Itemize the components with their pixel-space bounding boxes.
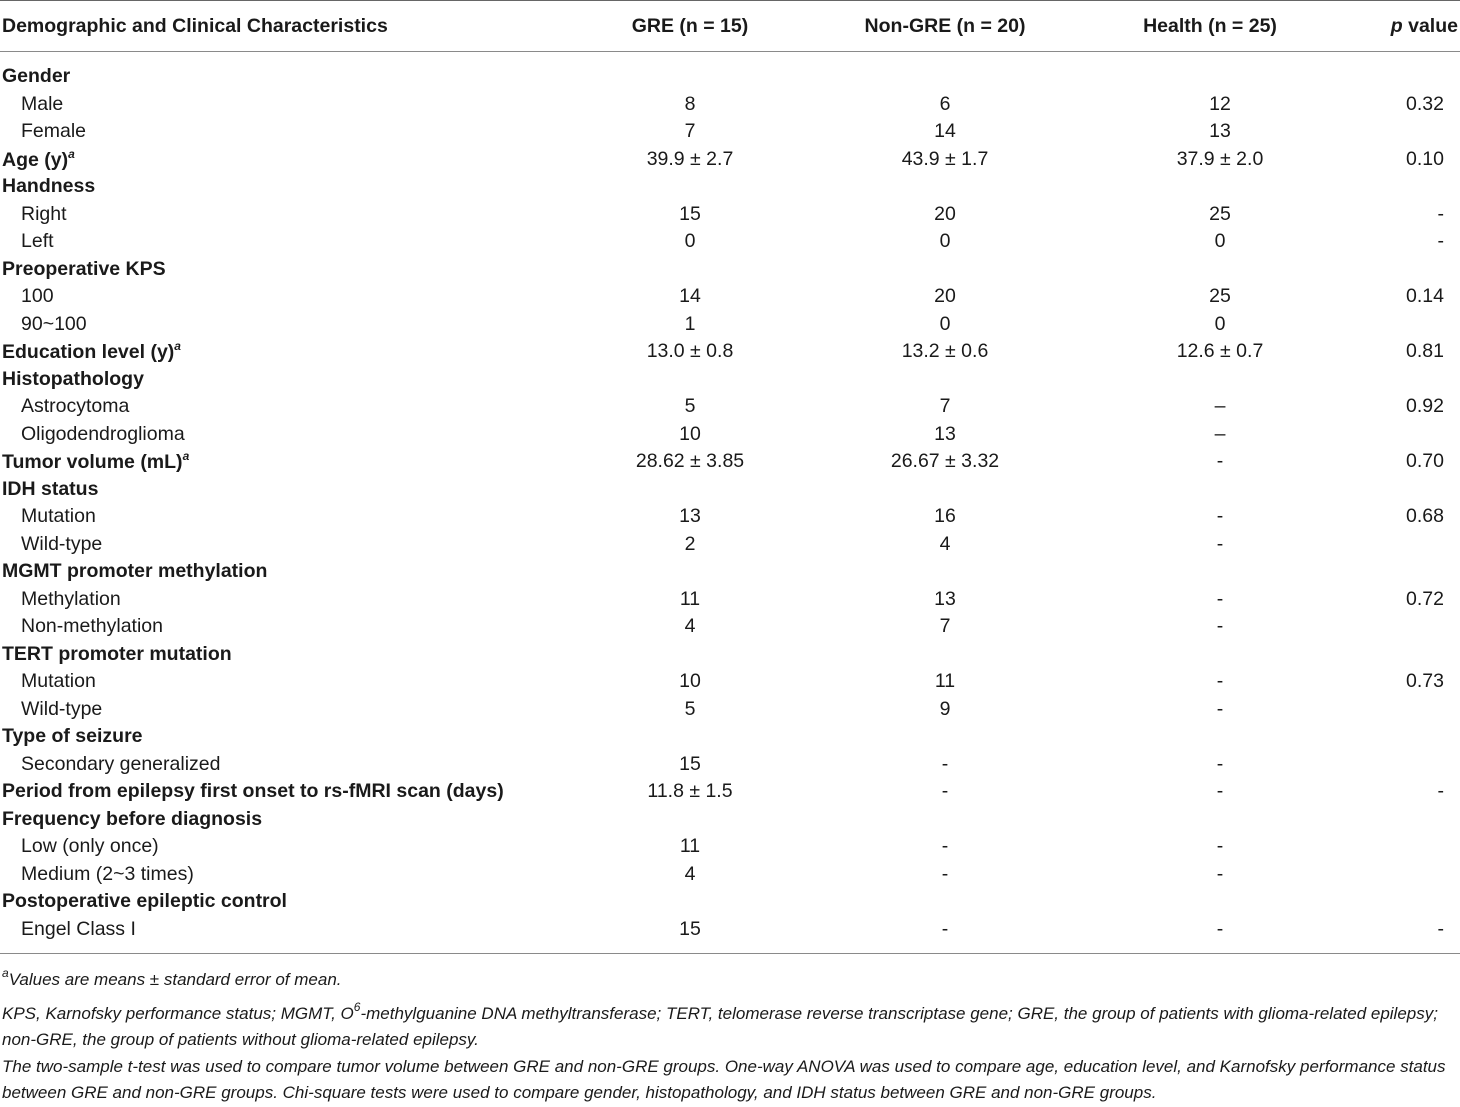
row-label-text: 90~100: [21, 312, 87, 335]
non-gre-cell: 14: [934, 120, 956, 143]
table-row: [0, 146, 1460, 174]
non-gre-cell: -: [941, 780, 949, 803]
table-row: [0, 861, 1460, 889]
table-row: [0, 613, 1460, 641]
non-gre-cell: 16: [934, 505, 956, 528]
non-gre-cell: 11: [934, 670, 956, 693]
footnote-abbrev-sup: 6: [353, 999, 361, 1014]
health-cell: 37.9 ± 2.0: [1176, 147, 1264, 170]
table-row: [0, 586, 1460, 614]
non-gre-cell: -: [941, 835, 949, 858]
health-cell: –: [1214, 422, 1226, 445]
row-label-text: Left: [21, 230, 54, 253]
gre-cell: 0: [684, 230, 696, 253]
group-label: [0, 147, 562, 172]
row-label-text: Period from epilepsy first onset to rs-fMRI scan (days): [2, 780, 504, 803]
table-row: [0, 63, 1460, 91]
p-value-cell: 0.92: [1406, 395, 1444, 418]
group-label: [0, 560, 562, 583]
gre-cell: 14: [679, 285, 701, 308]
non-gre-cell: -: [941, 917, 949, 940]
non-gre-cell: -: [941, 752, 949, 775]
row-label-text: Female: [21, 120, 87, 143]
row-label-text: Mutation: [21, 505, 96, 528]
footnote-marker: a: [68, 146, 75, 161]
sub-label: [0, 863, 581, 886]
non-gre-cell: 26.67 ± 3.32: [890, 450, 1000, 473]
table-row: [0, 421, 1460, 449]
header-p-value: [1350, 15, 1460, 38]
gre-cell: 15: [679, 752, 701, 775]
row-label-text: Male: [21, 92, 64, 115]
row-label-text: Engel Class I: [21, 917, 136, 940]
table-row: [0, 283, 1460, 311]
row-label-text: Oligodendroglioma: [21, 422, 185, 445]
group-label: [0, 368, 562, 391]
health-cell: -: [1216, 697, 1224, 720]
health-cell: 25: [1209, 202, 1231, 225]
header-non-gre: Non-GRE (n = 20): [864, 14, 1026, 37]
row-label-text: MGMT promoter methylation: [2, 560, 268, 583]
header-p-rest: value: [1402, 14, 1458, 37]
footnote-a-marker: a: [2, 966, 9, 980]
row-label-text: Type of seizure: [2, 725, 143, 748]
table-body: [0, 52, 1460, 953]
gre-cell: 8: [684, 92, 696, 115]
health-cell: -: [1216, 670, 1224, 693]
table-row: [0, 723, 1460, 751]
gre-cell: 15: [679, 917, 701, 940]
header-gre: GRE (n = 15): [631, 14, 749, 37]
row-label-text: Low (only once): [21, 835, 159, 858]
p-value-cell: -: [1437, 202, 1444, 225]
health-cell: -: [1216, 587, 1224, 610]
gre-cell: 5: [684, 697, 696, 720]
p-value-cell: 0.72: [1406, 587, 1444, 610]
row-label-text: Postoperative epileptic control: [2, 890, 287, 913]
table-row: [0, 888, 1460, 916]
health-cell: -: [1216, 862, 1224, 885]
gre-cell: 10: [679, 670, 701, 693]
health-cell: 0: [1214, 312, 1226, 335]
group-label: [0, 643, 562, 666]
group-label: [0, 258, 562, 281]
non-gre-cell: 7: [939, 615, 951, 638]
group-label: [0, 478, 562, 501]
gre-cell: 2: [684, 532, 696, 555]
table-header-row: [0, 1, 1460, 51]
health-cell: –: [1214, 395, 1226, 418]
table-row: [0, 503, 1460, 531]
row-label-text: Methylation: [21, 587, 121, 610]
gre-cell: 7: [684, 120, 696, 143]
sub-label: [0, 505, 581, 528]
row-label-text: Preoperative KPS: [2, 257, 166, 280]
table-footnotes: [0, 954, 1460, 1107]
table-row: [0, 338, 1460, 366]
gre-cell: 15: [679, 202, 701, 225]
table-row: [0, 751, 1460, 779]
non-gre-cell: 7: [939, 395, 951, 418]
row-label-text: 100: [21, 285, 54, 308]
p-value-cell: 0.68: [1406, 505, 1444, 528]
footnote-a: [2, 960, 1460, 994]
non-gre-cell: 20: [934, 285, 956, 308]
non-gre-cell: 0: [939, 312, 951, 335]
non-gre-cell: 9: [939, 697, 951, 720]
p-value-cell: 0.70: [1406, 450, 1444, 473]
p-value-cell: 0.14: [1406, 285, 1444, 308]
group-label: [0, 65, 562, 88]
table-row: [0, 393, 1460, 421]
health-cell: 12.6 ± 0.7: [1176, 340, 1264, 363]
gre-cell: 39.9 ± 2.7: [646, 147, 734, 170]
footnote-marker: a: [182, 449, 190, 464]
row-label-text: Wild-type: [21, 697, 103, 720]
table-row: [0, 806, 1460, 834]
sub-label: [0, 753, 581, 776]
gre-cell: 11: [679, 835, 701, 858]
health-cell: -: [1216, 780, 1224, 803]
sub-label: [0, 835, 581, 858]
table-row: [0, 833, 1460, 861]
table-row: [0, 778, 1460, 806]
non-gre-cell: 43.9 ± 1.7: [901, 147, 989, 170]
footnote-abbrev-part1: KPS, Karnofsky performance status; MGMT, O: [2, 1003, 354, 1023]
table-row: [0, 173, 1460, 201]
non-gre-cell: 13: [934, 422, 956, 445]
group-label: [0, 780, 562, 803]
health-cell: -: [1216, 505, 1224, 528]
p-value-cell: 0.10: [1406, 147, 1444, 170]
gre-cell: 1: [684, 312, 696, 335]
sub-label: [0, 230, 581, 253]
table-row: [0, 448, 1460, 476]
sub-label: [0, 313, 581, 336]
row-label-text: Education level (y): [2, 341, 175, 364]
footnote-a-text: Values are means ± standard error of mean.: [8, 970, 342, 989]
table-row: [0, 201, 1460, 229]
health-cell: 12: [1209, 92, 1231, 115]
table-row: [0, 668, 1460, 696]
sub-label: [0, 395, 581, 418]
table-row: [0, 118, 1460, 146]
row-label-text: Frequency before diagnosis: [2, 807, 263, 830]
non-gre-cell: 6: [939, 92, 951, 115]
health-cell: 25: [1209, 285, 1231, 308]
row-label-text: Non-methylation: [21, 615, 163, 638]
footnote-abbrev-part2: -methylguanine DNA methyltransferase; TERT, telomerase reverse transcriptase gene; GRE, the group of patients with glioma-related epilepsy; non-GRE, the group of patients without glioma-related epilepsy.: [2, 1003, 1438, 1049]
health-cell: -: [1216, 532, 1224, 555]
group-label: [0, 890, 562, 913]
table-row: [0, 256, 1460, 284]
group-label: [0, 339, 562, 364]
non-gre-cell: 4: [939, 532, 951, 555]
p-value-cell: 0.32: [1406, 92, 1444, 115]
sub-label: [0, 203, 581, 226]
header-health: Health (n = 25): [1143, 14, 1277, 37]
p-value-cell: -: [1437, 230, 1444, 253]
gre-cell: 13: [679, 505, 701, 528]
health-cell: -: [1216, 917, 1224, 940]
gre-cell: 4: [684, 615, 696, 638]
gre-cell: 11.8 ± 1.5: [647, 780, 733, 803]
health-cell: 0: [1214, 230, 1226, 253]
p-value-cell: -: [1437, 917, 1444, 940]
p-value-cell: -: [1437, 780, 1444, 803]
footnote-marker: a: [174, 339, 181, 354]
sub-label: [0, 423, 581, 446]
footnote-abbreviations: [2, 994, 1460, 1054]
table-row: [0, 311, 1460, 339]
row-label-text: Age (y): [2, 148, 69, 171]
table-row: [0, 531, 1460, 559]
sub-label: [0, 93, 581, 116]
table-row: [0, 366, 1460, 394]
row-label-text: Wild-type: [21, 532, 103, 555]
sub-label: [0, 918, 581, 941]
row-label-text: Astrocytoma: [21, 395, 130, 418]
row-label-text: Histopathology: [2, 367, 144, 390]
row-label-text: Mutation: [21, 670, 96, 693]
row-label-text: TERT promoter mutation: [2, 642, 232, 665]
sub-label: [0, 285, 581, 308]
gre-cell: 13.0 ± 0.8: [646, 340, 734, 363]
row-label-text: Handness: [2, 175, 96, 198]
group-label: [0, 725, 562, 748]
gre-cell: 5: [684, 395, 696, 418]
sub-label: [0, 670, 581, 693]
table-row: [0, 641, 1460, 669]
row-label-text: Secondary generalized: [21, 752, 221, 775]
row-label-text: Medium (2~3 times): [21, 862, 194, 885]
non-gre-cell: -: [941, 862, 949, 885]
health-cell: -: [1216, 752, 1224, 775]
table-row: [0, 228, 1460, 256]
health-cell: -: [1216, 615, 1224, 638]
sub-label: [0, 588, 581, 611]
gre-cell: 4: [684, 862, 696, 885]
table-row: [0, 91, 1460, 119]
table-row: [0, 558, 1460, 586]
group-label: [0, 175, 562, 198]
row-label-text: Right: [21, 202, 67, 225]
header-characteristics: Demographic and Clinical Characteristics: [2, 14, 388, 37]
header-p-italic: p: [1390, 14, 1403, 37]
row-label-text: Gender: [2, 65, 71, 88]
table-row: [0, 476, 1460, 504]
gre-cell: 11: [679, 587, 701, 610]
non-gre-cell: 0: [939, 230, 951, 253]
sub-label: [0, 615, 581, 638]
sub-label: [0, 698, 581, 721]
row-label-text: Tumor volume (mL): [2, 451, 183, 474]
gre-cell: 28.62 ± 3.85: [635, 450, 745, 473]
p-value-cell: 0.81: [1406, 340, 1444, 363]
non-gre-cell: 13: [934, 587, 956, 610]
non-gre-cell: 13.2 ± 0.6: [901, 340, 989, 363]
table-row: [0, 696, 1460, 724]
footnote-methods: The two-sample t-test was used to compare tumor volume between GRE and non-GRE groups. One-way ANOVA was used to compare age, education level, and Karnofsky performance status between GRE and non-GRE groups. Chi-square tests were used to compare gender, histopathology, and IDH status between GRE and non-GRE groups.: [2, 1056, 1446, 1102]
row-label-text: IDH status: [2, 477, 99, 500]
table-row: [0, 916, 1460, 944]
gre-cell: 10: [679, 422, 701, 445]
health-cell: -: [1216, 835, 1224, 858]
health-cell: 13: [1209, 120, 1231, 143]
health-cell: -: [1216, 450, 1224, 473]
group-label: [0, 808, 562, 831]
non-gre-cell: 20: [934, 202, 956, 225]
sub-label: [0, 120, 581, 143]
group-label: [0, 449, 562, 474]
p-value-cell: 0.73: [1406, 670, 1444, 693]
sub-label: [0, 533, 581, 556]
